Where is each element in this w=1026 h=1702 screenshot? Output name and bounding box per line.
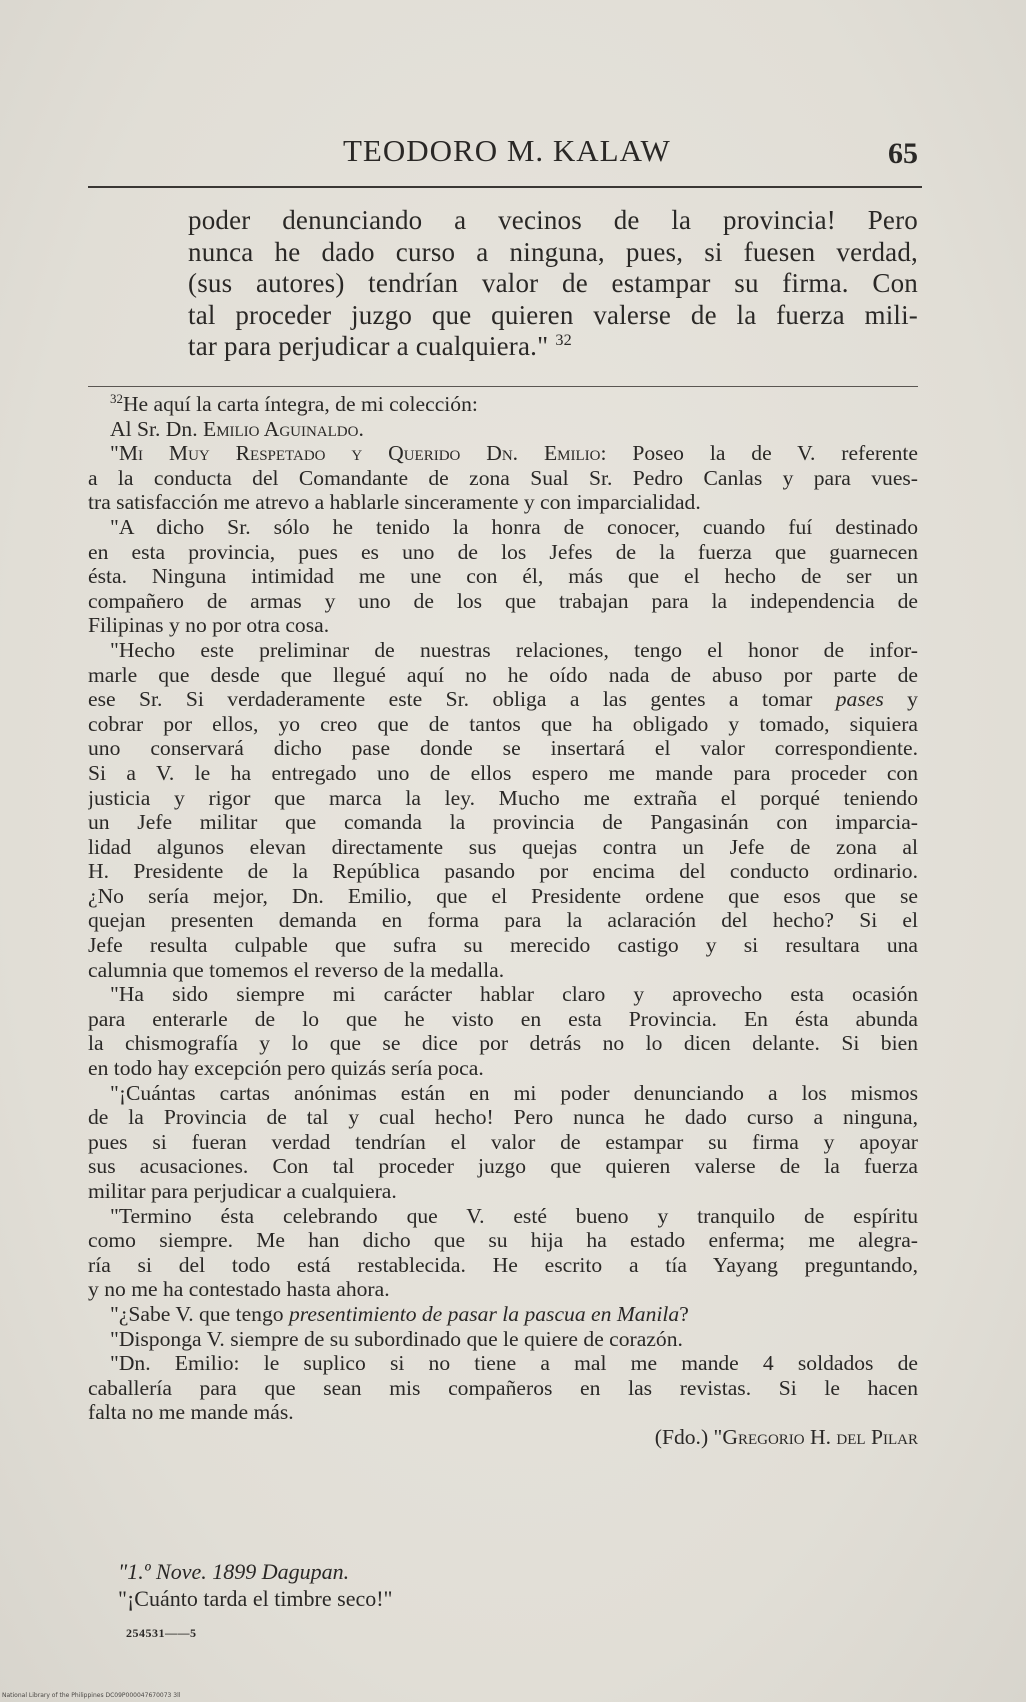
pases-text-a: ese Sr. Si verdaderamente este Sr. obliga a las gentes a tomar [88, 687, 836, 712]
letter-line: "Dn. Emilio: le suplico si no tiene a mal me mande 4 soldados de [110, 1351, 918, 1376]
footnote-reference: 32 [555, 331, 572, 349]
header-rule [88, 186, 922, 188]
letter-signature [655, 1425, 918, 1450]
running-title: TEODORO M. KALAW [343, 133, 671, 168]
main-text-line: tal proceder juzgo que quieren valerse de la fuerza mili- [188, 299, 918, 330]
letter-line: para enterarle de lo que he visto en esta Provincia. En ésta abunda [88, 1006, 918, 1031]
footnote-marker: 32 [110, 392, 123, 406]
letter-closing [118, 1558, 393, 1612]
letter-line: en esta provincia, pues es uno de los Jefes de la fuerza que guarnecen [88, 539, 918, 564]
printer-signature-mark: 254531——5 [126, 1626, 197, 1640]
letter-line: en todo hay excepción pero quizás sería poca. [88, 1056, 484, 1081]
letter-line: lidad algunos elevan directamente sus quejas contra un Jefe de zona al [88, 834, 918, 859]
letter-date: "1.º Nove. 1899 Dagupan. [118, 1559, 350, 1584]
sabe-italic: presentimiento de pasar la pascua en Manila [288, 1301, 680, 1326]
letter-line: caballería para que sean mis compañeros en las revistas. Si le hacen [88, 1375, 918, 1400]
letter-line: "A dicho Sr. sólo he tenido la honra de conocer, cuando fuí destinado [110, 514, 918, 539]
letter-line: quejan presenten demanda en forma para la aclaración del hecho? Si el [88, 908, 918, 933]
footnote-rule [88, 386, 918, 387]
letter-line: ría si del todo está restablecida. He escrito a tía Yayang preguntando, [88, 1252, 918, 1277]
letter-line: H. Presidente de la República pasando por encima del conducto ordinario. [88, 859, 918, 884]
letter-postscript: "¡Cuánto tarda el timbre seco!" [118, 1586, 393, 1611]
letter-line: militar para perjudicar a cualquiera. [88, 1179, 397, 1203]
letter-line: "¡Cuántas cartas anónimas están en mi poder denunciando a los mismos [110, 1080, 918, 1105]
letter-line: sus acusaciones. Con tal proceder juzgo que quieren valerse de la fuerza [88, 1154, 918, 1179]
footnote-intro: He aquí la carta íntegra, de mi colección: [122, 392, 478, 416]
letter-line: "Ha sido siempre mi carácter hablar claro y aprovecho esta ocasión [110, 982, 918, 1007]
main-text-line [188, 331, 918, 363]
letter-line: marle que desde que llegué aquí no he oído nada de abuso por parte de [88, 662, 918, 687]
letter-line: pues si fueran verdad tendrían el valor de estampar su firma y apoyar [88, 1129, 918, 1154]
letter-line: Si a V. le ha entregado uno de ellos espero me mande para proceder con [88, 760, 918, 785]
letter-line: la chismografía y lo que se dice por detrás no lo dicen delante. Si bien [88, 1031, 918, 1056]
sabe-text-a: "¿Sabe V. que tengo [110, 1301, 289, 1326]
letter-line-pases [88, 687, 918, 712]
letter-line: "Termino ésta celebrando que V. esté bueno y tranquilo de espíritu [110, 1203, 918, 1228]
salutation-name: Emilio Aguinaldo. [203, 416, 364, 441]
letter-line: justicia y rigor que marca la ley. Mucho me extraña el porqué teniendo [88, 785, 918, 810]
main-text-line: (sus autores) tendrían valor de estampar su firma. Con [188, 268, 918, 298]
archive-footer: National Library of the Philippines DC09P000047670073 3ll [2, 1692, 181, 1699]
letter-line: y no me ha contestado hasta ahora. [88, 1277, 390, 1302]
footnote-intro-line [88, 392, 918, 417]
letter-line: Jefe resulta culpable que sufra su merecido castigo y si resultara una [88, 933, 918, 958]
sabe-text-b: ? [679, 1301, 689, 1326]
letter-line: cobrar por ellos, yo creo que de tantos que ha obligado y tomado, siquiera [88, 711, 918, 736]
main-text-line: nunca he dado curso a ninguna, pues, si fuesen verdad, [188, 236, 918, 267]
footnote-block [88, 392, 918, 1450]
letter-opening [88, 441, 918, 466]
main-text-line: poder denunciando a vecinos de la provincia! Pero [188, 205, 918, 235]
main-text-block [188, 205, 918, 363]
opening-rest: : Poseo la de V. referente [600, 441, 918, 466]
letter-line: compañero de armas y uno de los que trabajan para la independencia de [88, 588, 918, 613]
salutation-prefix: Al Sr. Dn. [110, 416, 203, 441]
letter-line: "Hecho este preliminar de nuestras relaciones, tengo el honor de infor- [110, 637, 918, 662]
opening-smallcaps: "Mi Muy Respetado y Querido Dn. Emilio [110, 441, 601, 466]
letter-line: calumnia que tomemos el reverso de la medalla. [88, 957, 505, 982]
letter-line: "Disponga V. siempre de su subordinado que le quiere de corazón. [110, 1326, 683, 1351]
page-number: 65 [888, 137, 918, 170]
pases-italic: pases [835, 687, 884, 712]
letter-line: Filipinas y no por otra cosa. [88, 613, 330, 638]
letter-line: uno conservará dicho pase donde se insertará el valor correspondiente. [88, 736, 918, 761]
main-text-last: tar para perjudicar a cualquiera." [188, 331, 556, 361]
letter-salutation [88, 417, 918, 442]
letter-line: de la Provincia de tal y cual hecho! Pero nunca he dado curso a ninguna, [88, 1105, 918, 1130]
letter-line: ¿No sería mejor, Dn. Emilio, que el Presidente ordene que esos que se [88, 883, 918, 908]
pases-text-b: y [883, 687, 918, 712]
letter-line: tra satisfacción me atrevo a hablarle sinceramente y con imparcialidad. [88, 490, 701, 515]
letter-line: un Jefe militar que comanda la provincia de Pangasinán con imparcia- [88, 810, 918, 835]
signature-name: Gregorio H. del Pilar [722, 1424, 918, 1449]
letter-line: a la conducta del Comandante de zona Sual Sr. Pedro Canlas y para vues- [88, 465, 918, 490]
letter-last-line: falta no me mande más. [88, 1400, 294, 1425]
letter-line: ésta. Ninguna intimidad me une con él, más que el hecho de ser un [88, 564, 918, 589]
running-head [90, 133, 924, 177]
letter-signature-line [88, 1425, 918, 1450]
signature-prefix: (Fdo.) " [654, 1424, 723, 1449]
letter-line-sabe [88, 1302, 918, 1327]
letter-line: como siempre. Me han dicho que su hija ha estado enferma; me alegra- [88, 1228, 918, 1253]
